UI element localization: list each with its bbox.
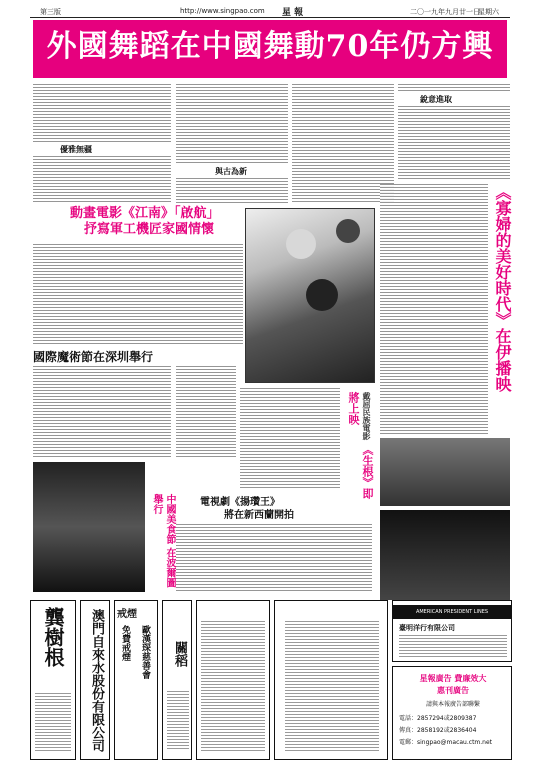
article-text xyxy=(176,366,236,458)
article-text xyxy=(33,84,171,144)
ad-star-line3: 請與本報廣告部聯繫 xyxy=(425,701,480,708)
ad-brand: AMERICAN PRESIDENT LINES xyxy=(393,605,511,619)
article-text xyxy=(240,388,340,488)
article-text xyxy=(176,178,288,204)
ad-star-line2: 惠刊廣告 xyxy=(437,685,469,695)
ad-text xyxy=(399,635,507,657)
dance-photo xyxy=(380,510,510,600)
ad-kuan-tsai xyxy=(162,600,192,760)
ethnic-title-line2: 《生根》即將上映 xyxy=(347,392,374,499)
subhead: 銳意進取 xyxy=(420,94,452,104)
ad-gong-shu-gen xyxy=(30,600,76,760)
ethnic-film-title xyxy=(346,392,374,502)
ad-title: 戒煙 xyxy=(117,609,137,620)
subhead: 與古為新 xyxy=(215,166,247,176)
magic-festival-title: 國際魔術節在深圳舉行 xyxy=(33,350,154,364)
food-title-line2: 在波爾圖舉行 xyxy=(151,494,175,588)
animation-article-title xyxy=(70,206,250,238)
cast-group-photo xyxy=(380,438,510,506)
main-headline: 外國舞蹈在中國舞動70年仍方興 xyxy=(33,20,507,78)
widow-article-title: 《寡婦的美好時代》在伊播映 xyxy=(493,184,512,392)
issue-weekday: 星期六 xyxy=(478,8,499,16)
photo-figure xyxy=(286,229,316,259)
ad-star-line1: 星報廣告 費廉效大 xyxy=(419,673,487,683)
film-cast-photo xyxy=(245,208,375,383)
ad-quit-smoking xyxy=(114,600,158,760)
ad-subtitle: 免費戒煙 xyxy=(120,625,130,661)
ad-star-fax: 傳真：2858192或2836404 xyxy=(399,727,477,734)
ad-title: 龔樹根 xyxy=(41,607,65,667)
article-text xyxy=(292,84,394,204)
ad-text xyxy=(285,621,379,751)
ad-charity: 歐漢琛慈善會 xyxy=(140,625,150,679)
ad-text xyxy=(35,693,71,753)
tv-title-line1: 電視劇《揚瓚王》 xyxy=(200,497,280,508)
ad-schedule xyxy=(274,600,388,760)
ad-title: 臺明洋行有限公司 xyxy=(399,624,455,632)
article-text xyxy=(33,366,171,458)
article-text xyxy=(176,524,372,592)
issue-date: 二〇一九年九月廿一日 xyxy=(410,8,480,16)
article-text xyxy=(380,184,488,434)
ad-text xyxy=(201,621,265,751)
article-text xyxy=(33,244,243,344)
ad-shipping xyxy=(392,600,512,662)
article-text xyxy=(176,84,288,164)
animation-title-line2: 抒寫軍工機匠家國情懷 xyxy=(84,222,215,237)
website-url: http://www.singpao.com xyxy=(180,7,265,15)
masthead: 星 報 xyxy=(282,8,304,18)
ad-star-newspaper xyxy=(392,666,512,760)
magic-show-photo xyxy=(33,462,145,592)
page-number: 第三版 xyxy=(40,8,61,16)
ad-text xyxy=(167,691,189,751)
subhead: 優雅無疆 xyxy=(60,144,92,154)
ad-title: 關稻 xyxy=(172,641,187,667)
ad-star-phone: 電話：2857294或2809387 xyxy=(399,715,477,722)
photo-figure xyxy=(336,219,360,243)
ad-title: 澳門自來水股份有限公司 xyxy=(89,609,104,752)
food-title-line1: 中國美食節 xyxy=(164,494,175,544)
article-text xyxy=(398,106,510,181)
ad-macau-water xyxy=(80,600,110,760)
tv-drama-title xyxy=(200,496,370,522)
ad-restaurant xyxy=(196,600,270,760)
animation-title-line1: 動畫電影《江南》「啟航」 xyxy=(70,206,220,221)
article-text xyxy=(33,156,171,204)
tv-title-line2: 將在新西蘭開拍 xyxy=(224,510,294,521)
food-festival-title xyxy=(150,494,176,589)
photo-figure xyxy=(306,279,338,311)
ethnic-title-line1: 戴屈民族電影 xyxy=(362,392,372,440)
page-header xyxy=(30,6,510,18)
ad-star-email: 電郵：singpao@macau.ctm.net xyxy=(399,739,493,746)
article-text xyxy=(398,84,510,92)
